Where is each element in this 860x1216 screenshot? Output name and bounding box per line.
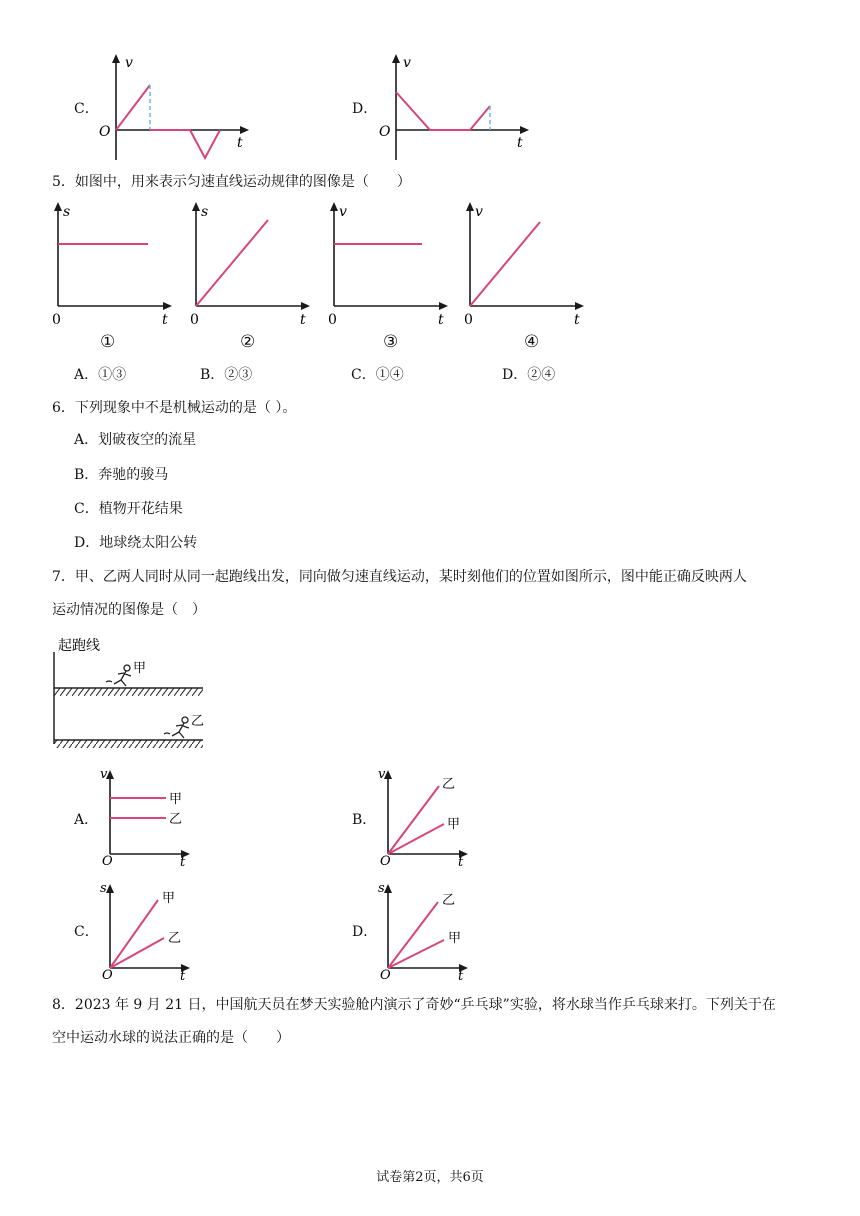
q6-option-c[interactable]: C．植物开花结果 [74,501,183,517]
q4-option-c-label: C． [74,101,99,117]
q5-graph-1 [40,198,180,326]
q7a-upper-label: 甲 [169,792,183,807]
q7b-upper-label: 乙 [442,777,456,792]
q7d-upper-label: 乙 [442,893,456,908]
q5-graph-3 [316,198,456,326]
start-line-label: 起跑线 [58,638,100,654]
q7b-x-label: t [458,855,464,866]
q7-graph-d [374,880,484,980]
q4c-origin: O [99,124,111,140]
q5-option-b[interactable]: B．②③ [200,367,253,383]
q7-graph-b [374,766,484,866]
q5g1-y-label: s [63,204,71,220]
runner-yi-label: 乙 [191,714,205,729]
q5-caption-2: ② [240,332,256,352]
q7a-origin: O [102,854,113,866]
q4d-origin: O [379,124,391,140]
q5g4-y-label: v [475,204,483,220]
q5-caption-3: ③ [383,332,399,352]
q7-graph-a [96,766,206,866]
q4d-x-label: t [517,135,523,151]
q5-graph-4 [452,198,592,326]
q7-option-c-label[interactable]: C． [74,924,99,940]
q7b-y-label: v [378,767,386,782]
q7c-upper-label: 甲 [162,891,176,906]
q5g2-origin: 0 [190,312,199,326]
q8-stem-line1: 8．2023 年 9 月 21 日，中国航天员在梦天实验舱内演示了奇妙“乒乓球”实验，将水球当作乒乓球来打。下列关于在 [52,997,776,1013]
q7d-x-label: t [458,969,464,980]
q4-option-d-label: D． [352,101,378,117]
q7c-y-label: s [100,881,107,896]
q4-graph-c [95,50,260,165]
q5g2-x-label: t [300,312,306,326]
q6-option-d[interactable]: D．地球绕太阳公转 [74,535,198,551]
q5g1-x-label: t [162,312,168,326]
q5-caption-1: ① [100,332,116,352]
q7a-x-label: t [180,855,186,866]
q5g3-y-label: v [339,204,347,220]
q7d-lower-label: 甲 [448,931,462,946]
q7-graph-c [96,880,206,980]
runner-jia-label: 甲 [133,661,147,676]
q7-option-b-label[interactable]: B． [352,812,377,828]
runner-yi-icon [164,717,189,738]
q7d-origin: O [380,968,391,980]
q7-option-d-label[interactable]: D． [352,924,378,940]
q4c-x-label: t [237,135,243,151]
q6-option-a[interactable]: A．划破夜空的流星 [74,432,197,448]
q8-stem-line2: 空中运动水球的说法正确的是（ ） [52,1030,290,1046]
q5g1-origin: 0 [52,312,61,326]
q7c-x-label: t [180,969,186,980]
q4d-y-label: v [403,55,411,71]
q7c-origin: O [102,968,113,980]
q7-option-a-label[interactable]: A． [74,812,99,828]
q4c-y-label: v [125,55,133,71]
page-footer: 试卷第2页，共6页 [376,1170,484,1185]
q7b-origin: O [380,854,391,866]
q6-stem: 6．下列现象中不是机械运动的是（ ）。 [52,400,297,416]
q7c-lower-label: 乙 [168,931,182,946]
q7-stem-line2: 运动情况的图像是（ ） [52,602,206,618]
q4-graph-d [375,50,540,165]
q5g3-origin: 0 [328,312,337,326]
q7-stem-line1: 7．甲、乙两人同时从同一起跑线出发，同向做匀速直线运动，某时刻他们的位置如图所示，图中能正确反映两人 [52,569,747,585]
q7a-y-label: v [100,767,108,782]
q5g2-y-label: s [201,204,209,220]
q5-stem: 5．如图中，用来表示匀速直线运动规律的图像是（ ） [52,174,411,190]
q7-track-figure [48,632,213,750]
q7a-lower-label: 乙 [169,812,183,827]
q5-graph-2 [178,198,318,326]
q5g3-x-label: t [438,312,444,326]
q5-option-c[interactable]: C．①④ [351,367,404,383]
q5-caption-4: ④ [524,332,540,352]
runner-jia-icon [106,665,131,686]
q5-option-a[interactable]: A．①③ [74,367,127,383]
q5-option-d[interactable]: D．②④ [502,367,556,383]
q7b-lower-label: 甲 [447,817,461,832]
q5g4-x-label: t [574,312,580,326]
q6-option-b[interactable]: B．奔驰的骏马 [74,467,169,483]
q7d-y-label: s [378,881,385,896]
q5g4-origin: 0 [464,312,473,326]
